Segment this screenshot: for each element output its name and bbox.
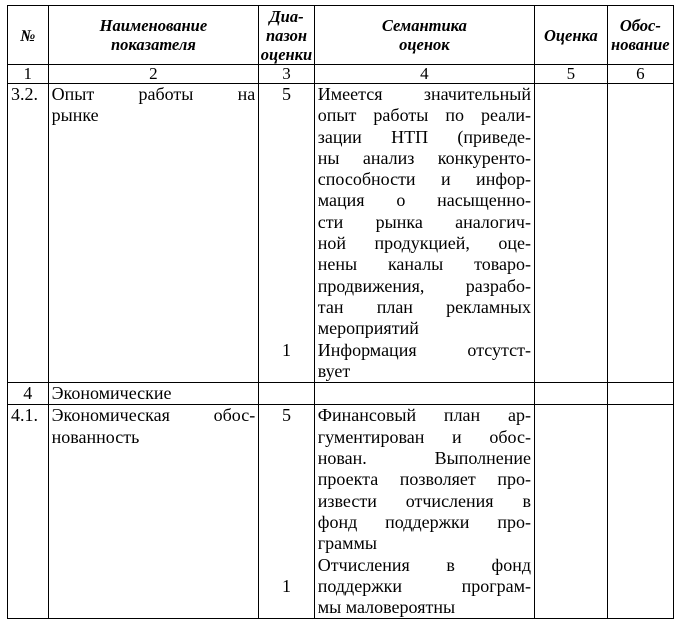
table-row	[8, 383, 674, 405]
row-number: 4.1.	[8, 405, 49, 619]
row-range: 5 1	[259, 405, 315, 619]
column-number: 2	[48, 65, 259, 84]
header-semantics: Семантика оценок	[314, 6, 534, 65]
row-range: 5 1	[259, 84, 315, 383]
row-name: Экономическая обос- нованность	[48, 405, 259, 619]
criteria-table	[7, 5, 674, 619]
row-score	[534, 383, 607, 405]
column-number: 6	[607, 65, 673, 84]
header-number: №	[8, 6, 49, 65]
column-number: 4	[314, 65, 534, 84]
row-reason	[607, 383, 673, 405]
column-number: 3	[259, 65, 315, 84]
row-semantics: Имеется значительный опыт работы по реали- зации НТП (приведе- ны анализ конкуренто- способности и инфор- мация о насыщенно- сти рынка аналогич- ной продукцией, оце- нены каналы товаро- продвижения, разрабо- тан план рекламных мероприятий Информация отсутст- вует	[314, 84, 534, 383]
row-reason	[607, 84, 673, 383]
table-row	[8, 405, 674, 619]
row-name: Опыт работы на рынке	[48, 84, 259, 383]
document-page	[7, 5, 674, 619]
column-number: 1	[8, 65, 49, 84]
header-score: Оценка	[534, 6, 607, 65]
column-number-row	[8, 65, 674, 84]
header-row	[8, 6, 674, 65]
header-reason: Обос- нование	[607, 6, 673, 65]
row-number: 4	[8, 383, 49, 405]
row-name: Экономические	[48, 383, 259, 405]
table-row	[8, 84, 674, 383]
header-name: Наименование показателя	[48, 6, 259, 65]
header-range: Диа- пазон оценки	[259, 6, 315, 65]
row-reason	[607, 405, 673, 619]
row-semantics	[314, 383, 534, 405]
row-score	[534, 84, 607, 383]
column-number: 5	[534, 65, 607, 84]
row-semantics: Финансовый план ар- гументирован и обос- нован. Выполнение проекта позволяет про- извести отчисления в фонд поддержки про- граммы Отчисления в фонд поддержки програм- мы маловероятны	[314, 405, 534, 619]
row-range	[259, 383, 315, 405]
row-number: 3.2.	[8, 84, 49, 383]
row-score	[534, 405, 607, 619]
